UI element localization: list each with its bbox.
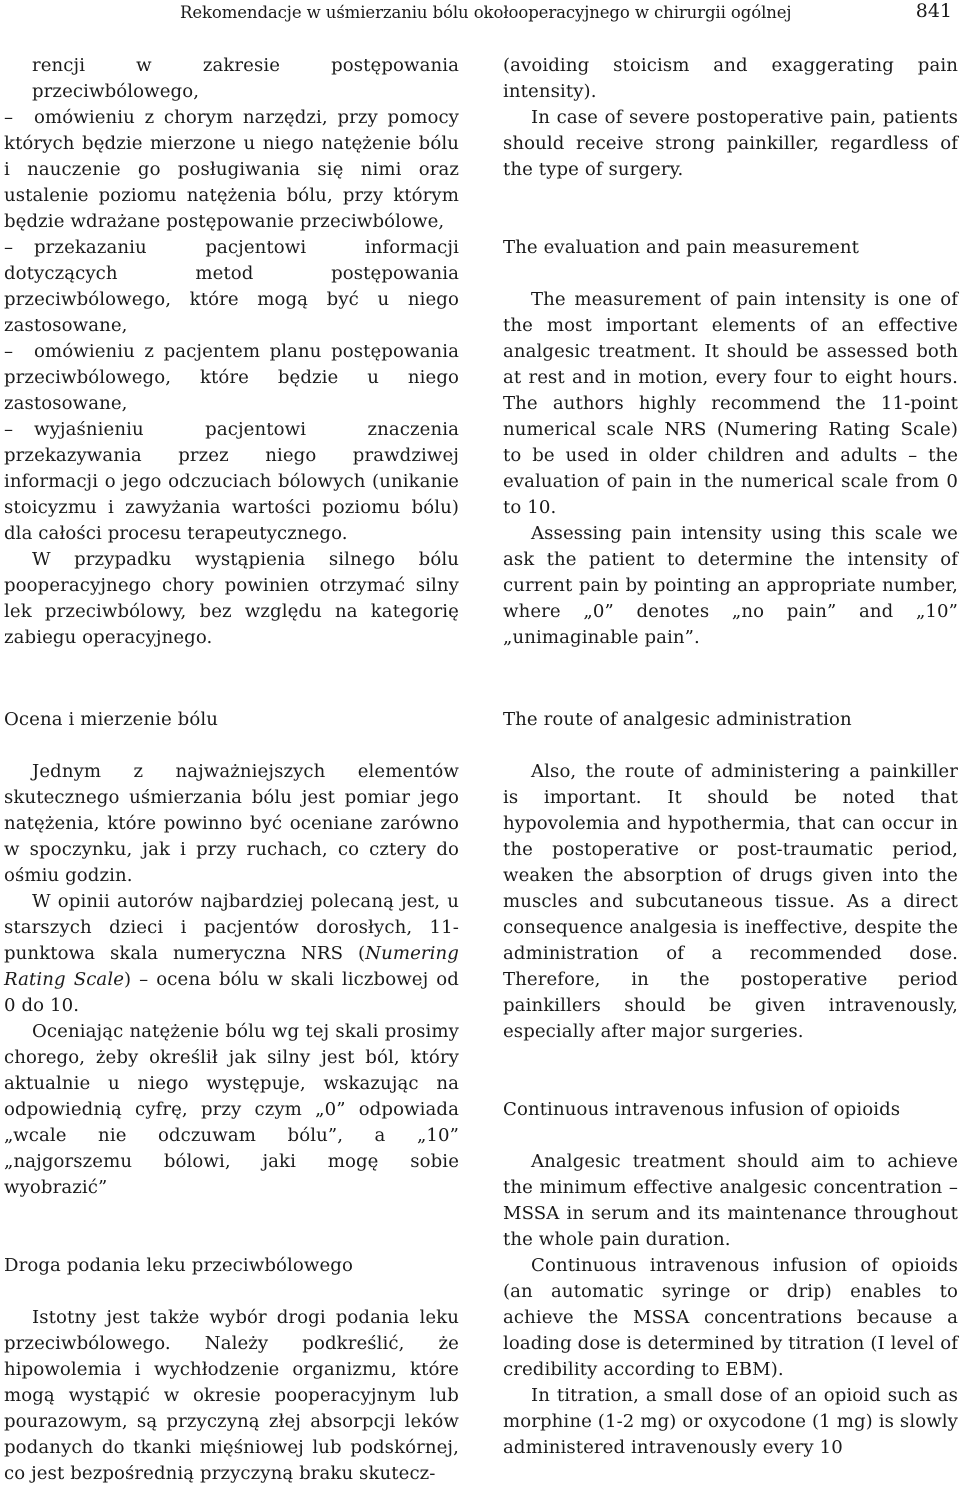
section-heading: Continuous intravenous infusion of opioids (503, 1099, 901, 1120)
running-title: Rekomendacje w uśmierzaniu bólu okołooperacyjnego w chirurgii ogólnej (180, 3, 792, 22)
paragraph: Continuous intravenous infusion of opioids (an automatic syringe or drip) enables to achieve the MSSA concentrations because a loading dose is determined by titration (I level of credibility according to EBM). (503, 1255, 958, 1380)
right-column-bottom (503, 707, 958, 1461)
left-column-bottom (4, 707, 459, 1487)
list-item: – wyjaśnieniu pacjentowi znaczenia przekazywania przez niego prawdziwej informacji o jego odczuciach bólowych (unikanie stoicyzmu i zawyżania wartości poziomu bólu) dla całości procesu terapeutycznego. (4, 419, 459, 544)
list-item: – przekazaniu pacjentowi informacji dotyczących metod postępowania przeciwbólowego, które mogą być u niego zastosowane, (4, 237, 459, 336)
section-heading: The evaluation and pain measurement (503, 237, 860, 258)
list-item: – omówieniu z chorym narzędzi, przy pomocy których będzie mierzone u niego natężenie bólu i nauczenie go posługiwania się nimi oraz ustalenie poziomu natężenia bólu, przy którym będzie wdrażane postępowanie przeciwbólowe, (4, 107, 459, 232)
section-heading: Droga podania leku przeciwbólowego (4, 1255, 353, 1276)
paragraph: Jednym z najważniejszych elementów skutecznego uśmierzania bólu jest pomiar jego natężenia, które powinno być oceniane zarówno w spoczynku, jak i przy ruchach, co cztery do ośmiu godzin. (4, 761, 459, 886)
paragraph: Oceniając natężenie bólu wg tej skali prosimy chorego, żeby określił jak silny jest ból, który aktualnie u niego występuje, wskazując na odpowiednią cyfrę, przy czym „0” odpowiada „wcale nie odczuwam bólu”, a „10” „najgorszemu bólowi, jaki mogę sobie wyobrazić” (4, 1021, 459, 1198)
left-column-top (4, 53, 459, 651)
section-heading: The route of analgesic administration (503, 709, 852, 730)
paragraph: In titration, a small dose of an opioid such as morphine (1-2 mg) or oxycodone (1 mg) is slowly administered intravenously every 10 (503, 1385, 958, 1458)
paragraph: W opinii autorów najbardziej polecaną jest, u starszych dzieci i pacjentów dorosłych, 11-punktowa skala numeryczna NRS (Numering Rating Scale) – ocena bólu w skali liczbowej od 0 do 10. (4, 891, 459, 1016)
paragraph: Also, the route of administering a painkiller is important. It should be noted that hypovolemia and hypothermia, that can occur in the postoperative or post-traumatic period, weaken the absorption of drugs given into the muscles and subcutaneous tissue. As a direct consequence analgesia is ineffective, despite the administration of a recommended dose. Therefore, in the postoperative period painkillers should be given intravenously, especially after major surgeries. (503, 761, 958, 1042)
list-item: – omówieniu z pacjentem planu postępowania przeciwbólowego, które będzie u niego zastosowane, (4, 341, 459, 414)
paragraph: W przypadku wystąpienia silnego bólu pooperacyjnego chory powinien otrzymać silny lek przeciwbólowy, bez względu na kategorię zabiegu operacyjnego. (4, 549, 459, 648)
paragraph: Istotny jest także wybór drogi podania leku przeciwbólowego. Należy podkreślić, że hipowolemia i wychłodzenie organizmu, które mogą wystąpić w okresie pooperacyjnym lub pourazowym, są przyczyną złej absorpcji leków podanych do tkanki mięśniowej lub podskórnej, co jest bezpośrednią przyczyną braku skutecz- (4, 1307, 459, 1484)
right-column-top (503, 53, 958, 651)
paragraph: Analgesic treatment should aim to achieve the minimum effective analgesic concentration – MSSA in serum and its maintenance throughout the whole pain duration. (503, 1151, 958, 1250)
list-continuation: rencji w zakresie postępowania przeciwbólowego, (32, 55, 459, 102)
page-header (0, 0, 960, 30)
page-number: 841 (915, 0, 952, 22)
paragraph-continuation: (avoiding stoicism and exaggerating pain intensity). (503, 55, 958, 102)
paragraph: Assessing pain intensity using this scale we ask the patient to determine the intensity of current pain by pointing an appropriate number, where „0” denotes „no pain” and „10” „unimaginable pain”. (503, 523, 958, 648)
paragraph: In case of severe postoperative pain, patients should receive strong painkiller, regardless of the type of surgery. (503, 107, 958, 180)
paragraph: The measurement of pain intensity is one of the most important elements of an effective analgesic treatment. It should be assessed both at rest and in motion, every four to eight hours. The authors highly recommend the 11-point numerical scale NRS (Numering Rating Scale) to be used in older children and adults – the evaluation of pain in the numerical scale from 0 to 10. (503, 289, 958, 518)
section-heading: Ocena i mierzenie bólu (4, 709, 218, 730)
